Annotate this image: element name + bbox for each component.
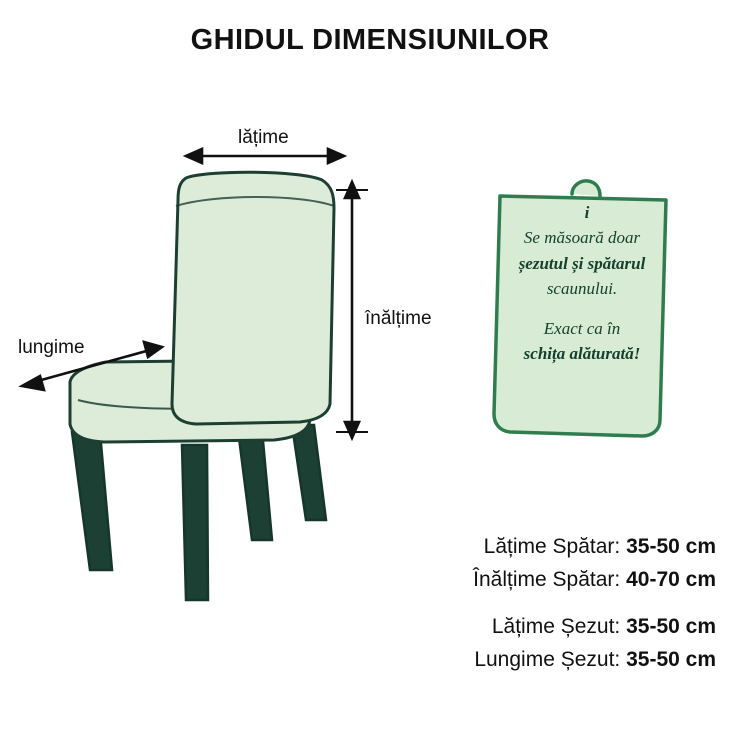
measurement-value: 35-50 cm bbox=[626, 648, 716, 672]
label-width: lățime bbox=[238, 127, 289, 148]
info-note-text bbox=[492, 225, 672, 367]
height-arrow bbox=[336, 182, 368, 438]
note-line-3: scaunului. bbox=[546, 279, 618, 298]
info-icon: i bbox=[584, 203, 590, 222]
chair-backrest bbox=[172, 172, 334, 424]
label-length: lungime bbox=[18, 337, 85, 358]
measurement-value: 35-50 cm bbox=[626, 535, 716, 558]
measurement-label: Lungime Șezut: bbox=[474, 648, 621, 672]
note-line-1: Se măsoară doar bbox=[523, 228, 641, 247]
note-line-4: Exact ca în bbox=[543, 318, 621, 338]
measurement-label: Lățime Spătar: bbox=[483, 535, 621, 558]
measurement-row bbox=[360, 532, 716, 562]
measurement-label: Lățime Șezut: bbox=[491, 614, 621, 638]
measurement-row bbox=[360, 565, 716, 595]
measurement-label: Înălțime Spătar: bbox=[473, 568, 621, 592]
label-height: înălțime bbox=[365, 308, 432, 329]
page-title: GHIDUL DIMENSIUNILOR bbox=[190, 24, 550, 56]
note-gap bbox=[492, 302, 672, 316]
measurement-row bbox=[360, 612, 716, 642]
note-line-2: șezutul și spătarul bbox=[518, 253, 646, 273]
note-line-5: schița alăturată! bbox=[523, 344, 641, 363]
chair-legs bbox=[72, 425, 326, 600]
width-arrow bbox=[186, 149, 344, 163]
measurement-value: 40-70 cm bbox=[626, 568, 716, 592]
measurement-value: 35-50 cm bbox=[626, 614, 716, 638]
measurement-row bbox=[360, 645, 716, 675]
measurements-list bbox=[360, 532, 716, 679]
